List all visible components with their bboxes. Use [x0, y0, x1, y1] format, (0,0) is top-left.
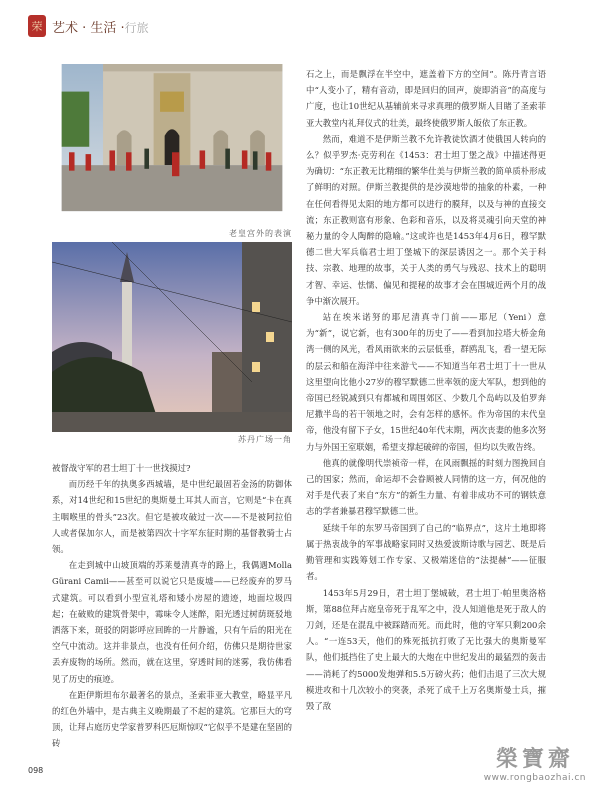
- paragraph: 被督战守军的君士坦丁十一世找摸过?: [52, 463, 191, 473]
- watermark: [484, 742, 586, 783]
- palace-gate-image: [52, 64, 292, 224]
- paragraph: 而历经千年的执奥多西城墙，是中世纪最固若金汤的防御体系，对14世纪和15世纪的奥斯曼土耳其人而言，它则是“卡在真主咽喉里的骨头”23次。但它是被攻破过一次——不是被阿拉伯人或者保加尔人，而是被第四次十字军东征时期的基督教骑士占领。: [52, 479, 292, 555]
- photo-caption: 苏丹广场一角: [238, 435, 292, 444]
- magazine-logo-icon: [28, 15, 46, 37]
- paragraph: 站在埃米诺努的耶尼清真寺门前——耶尼（Yeni）意为“新”，说它新，也有300年的历史了——看到加拉塔大桥金角湾一侧的风光，看风雨欲来的云层低垂，群鸥乱飞，看一望无际的层云和船在海洋中往来游弋——不知道当年君士坦丁十一世从这里望向比他小27岁的穆罕默德二世率领的庞大军队，想到他的帝国已经锐减到只有都城和周围郊区、少数几个岛屿以及伯罗奔尼撒半岛的若干领地之时，会有怎样的感怀。作为帝国的末代皇帝，他没有留下子女，15世纪40年代末期，两次丧妻的他多次努力与外国王室联姻，希望支撑起破碎的帝国，但均以失败告终。: [306, 312, 546, 452]
- paragraph: 石之上，而是飘浮在半空中，遮盖着下方的空间”。陈丹青言语中“人变小了，精有音动，即是回归的回声，旋即消音”的高度与广度，也让10世纪从基辅前来寻求真理的俄罗斯人目睹了圣索菲亚大教堂内礼拜仪式的壮美，最终使俄罗斯人皈依了东正教。: [306, 69, 546, 128]
- watermark-url: www.rongbaozhai.cn: [483, 773, 586, 783]
- paragraph: 1453年5月29日，君士坦丁堡城破，君士坦丁·帕里奥洛格斯，第88位拜占庭皇帝死于乱军之中，没人知道他是死于敌人的刀剑，还是在混乱中被踩踏而死。而此时，他的守军只剩200余人。“一连53天，他们的殊死抵抗打败了无比强大的奥斯曼军队，他们抵挡住了史上最大的大炮在中世纪发出的最猛烈的轰击——消耗了约5000发炮弹和5.5万磅火药；他们击退了三次大规模进攻和十几次较小的突袭，杀死了成千上万名奥斯曼士兵，摧毁了敌: [306, 587, 546, 711]
- section-label: 艺术 · 生活 ·: [52, 20, 125, 36]
- subsection-label: 行旅: [124, 20, 149, 35]
- photo-palace-performance: [52, 64, 292, 238]
- sultan-square-image: [52, 242, 292, 432]
- photo-sultan-square: [52, 242, 292, 446]
- left-text-column: [52, 460, 292, 768]
- paragraph: 在距伊斯坦布尔最著名的景点，圣索菲亚大教堂，略显平凡的红色外墙中，是古典主义晚期最了不起的建筑。它那巨大的穹顶，让拜占庭历史学家普罗科匹厄斯惊叹“它似乎不是建在坚固的砖: [52, 689, 292, 749]
- page-header: [28, 12, 149, 40]
- logo-glyph: 荣: [31, 20, 43, 33]
- paragraph: 延续千年的东罗马帝国到了自己的“临界点”，这片土地即将属于热衷战争的军事战略家同时又热爱波斯诗歌与园艺、既是后勤管理和实践筹划工作专家、又极端迷信的“法提赫”——征服者。: [306, 522, 546, 582]
- right-text-column: [306, 66, 546, 770]
- paragraph: 然而，难道不是伊斯兰教不允许教徒饮酒才使俄国人转向的么？似乎罗杰·克劳利在《1453：君士坦丁堡之战》中描述得更为确切：“东正教无比精细的繁华仕美与伊斯兰教的简单质朴形成了鲜明的对照。伊斯兰教提供的是沙漠地带的抽象的朴素，一种在任何看得见太阳的地方都可以进行的膜拜，以及与神的直接交流；东正教则富有形象、色彩和音乐，以及将灵魂引向天堂的神秘力量的令人陶醉的隐喻。”这或许也是1453年4月6日，穆罕默德二世大军兵临君士坦丁堡城下的深层诱因之一。那个关于科技、宗教、地理的故事，关于人类的勇气与残忍、技术上的聪明才智、幸运、怯懦、偏见和提秘的故事才会在围城近两个月的战争中渐次展开。: [306, 133, 546, 306]
- page-number: 098: [28, 766, 44, 775]
- photo-caption: 老皇宫外的表演: [229, 229, 292, 238]
- paragraph: 他真的就像明代崇祯帝一样，在风雨飘摇的时刻力图挽回自己的国家；然而，命运却不会眷顾被人同情的这一方，何况他的对手是代表了来自“东方”的新生力量、有着非成功不可的钢铁意志的学者兼暴君穆罕默德二世。: [306, 457, 546, 517]
- paragraph: 在走到城中山坡顶端的苏莱曼清真寺的路上，我偶遇Molla Gürani Camii——甚至可以说它只是废墟——已经废弃的罗马式建筑。可以看到小型宣礼塔和矮小房屋的遗迹，地面垃圾四起；在破败的建筑骨架中，霉味令人迷醉，阳光透过树荫斑驳地洒落下来，斑驳的阴影呼应回眸的一片静谧，只有午后的阳光在空气中流动。这并非景点，也没有任何介绍，仿佛只是期待世家丢弃废物的场所。然而，就在这里，穿透时间的迷雾，我仿佛看见了历史的痕迹。: [52, 560, 292, 684]
- watermark-title: 榮寶齋: [495, 746, 574, 772]
- section-title: [52, 17, 149, 36]
